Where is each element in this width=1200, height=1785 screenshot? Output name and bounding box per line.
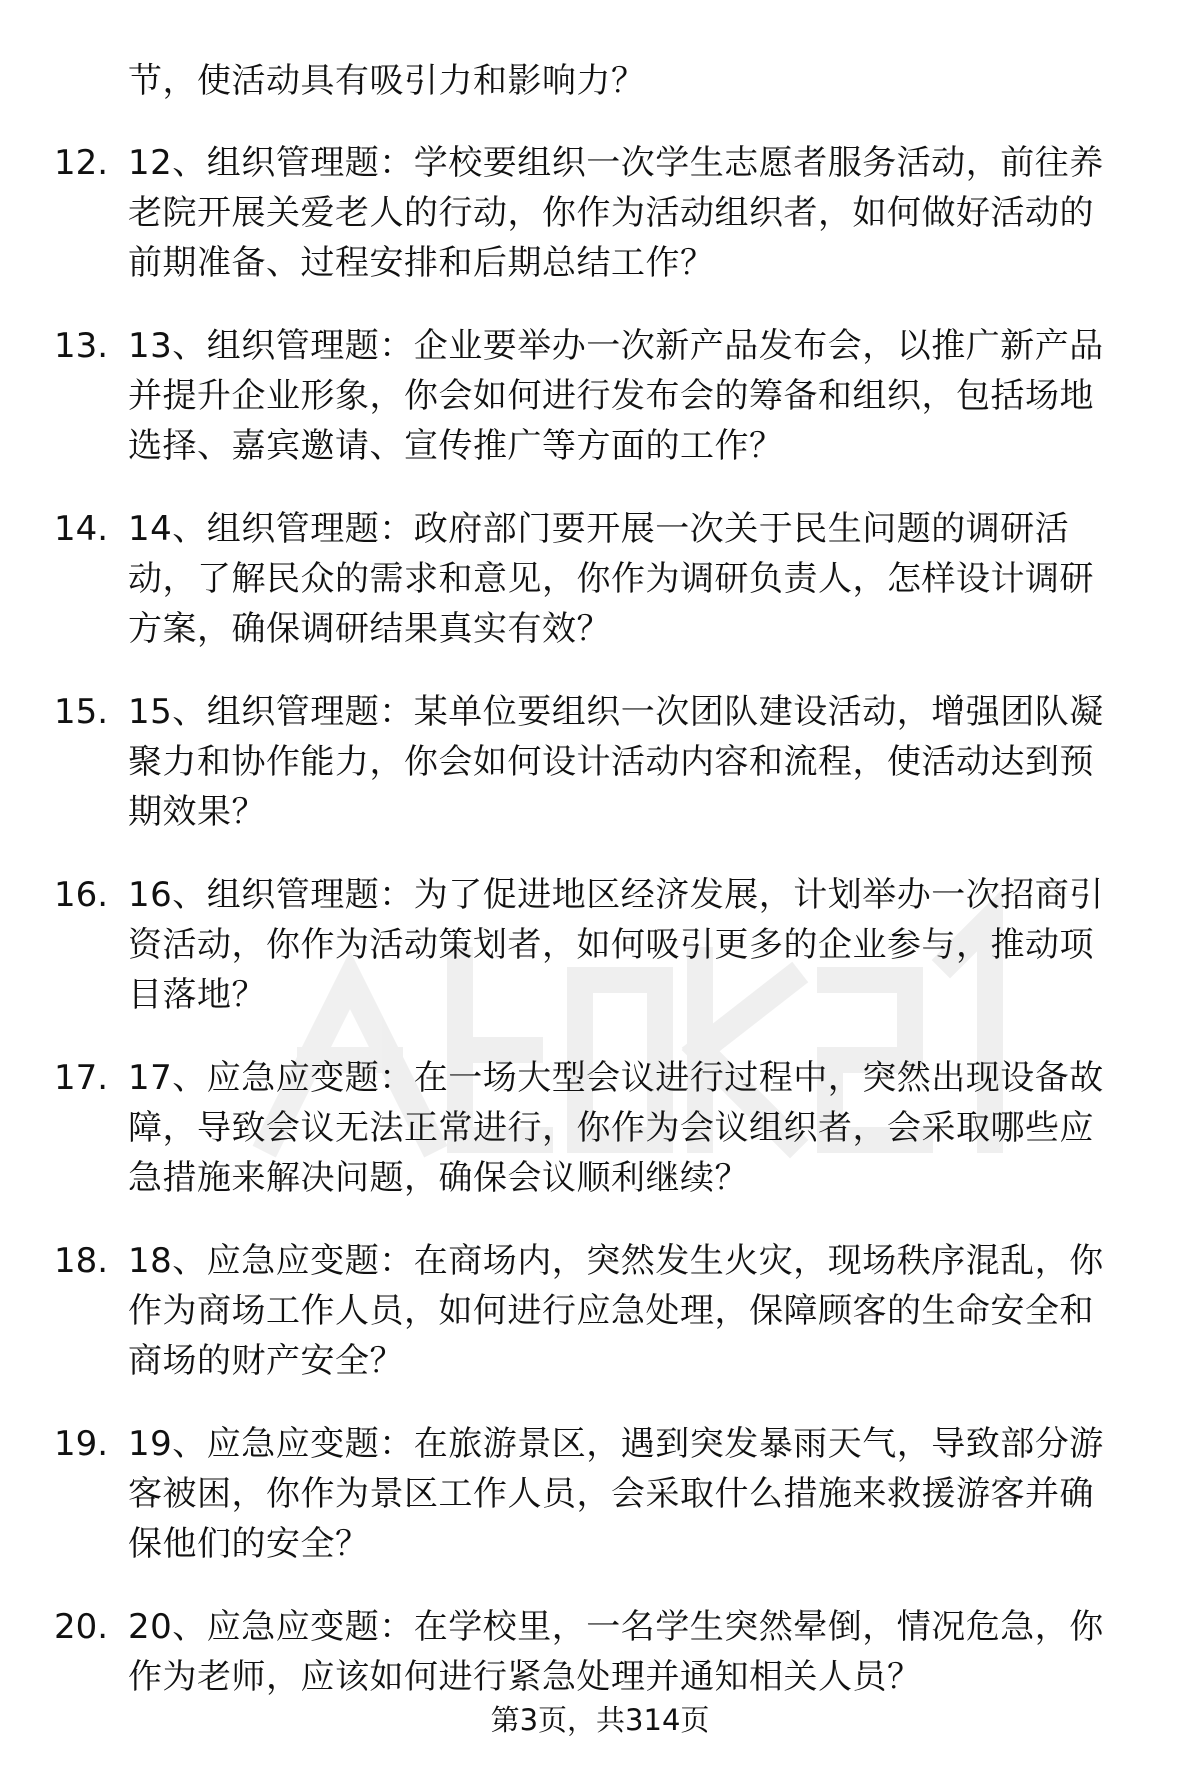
- item-text: [128, 1419, 1148, 1569]
- item-number: 16.: [54, 875, 109, 915]
- list-item: [0, 504, 1200, 654]
- item-number: 13.: [54, 326, 109, 366]
- text-line: 12、组织管理题：学校要组织一次学生志愿者服务活动，前往养: [128, 143, 1104, 183]
- item-text: [128, 1053, 1148, 1203]
- list-item: [0, 687, 1200, 837]
- text-line: 作为老师，应该如何进行紧急处理并通知相关人员？: [128, 1657, 922, 1697]
- item-text: [128, 504, 1148, 654]
- list-item: [0, 321, 1200, 471]
- item-number: 19.: [54, 1424, 109, 1464]
- list-item: [0, 1053, 1200, 1203]
- text-line: 17、应急应变题：在一场大型会议进行过程中，突然出现设备故: [128, 1058, 1104, 1098]
- text-line: 14、组织管理题：政府部门要开展一次关于民生问题的调研活: [128, 509, 1070, 549]
- text-line: 19、应急应变题：在旅游景区，遇到突发暴雨天气，导致部分游: [128, 1424, 1104, 1464]
- text-line: 障，导致会议无法正常进行，你作为会议组织者，会采取哪些应: [128, 1108, 1094, 1148]
- text-line: 期效果？: [128, 792, 266, 832]
- item-number: 18.: [54, 1241, 109, 1281]
- text-line: 16、组织管理题：为了促进地区经济发展，计划举办一次招商引: [128, 875, 1104, 915]
- text-line: 客被困，你作为景区工作人员，会采取什么措施来救援游客并确: [128, 1474, 1094, 1514]
- text-line: 急措施来解决问题，确保会议顺利继续？: [128, 1158, 749, 1198]
- text-line: 老院开展关爱老人的行动，你作为活动组织者，如何做好活动的: [128, 193, 1094, 233]
- item-number: 17.: [54, 1058, 109, 1098]
- continuation-text: 节，使活动具有吸引力和影响力？: [128, 61, 646, 101]
- text-line: 13、组织管理题：企业要举办一次新产品发布会，以推广新产品: [128, 326, 1104, 366]
- item-text: [128, 1602, 1148, 1702]
- item-text: [128, 687, 1148, 837]
- item-number: 20.: [54, 1607, 109, 1647]
- text-line: 方案，确保调研结果真实有效？: [128, 609, 611, 649]
- text-line: 保他们的安全？: [128, 1524, 370, 1564]
- text-line: 20、应急应变题：在学校里，一名学生突然晕倒，情况危急，你: [128, 1607, 1104, 1647]
- item-text: [128, 1236, 1148, 1386]
- text-line: 商场的财产安全？: [128, 1341, 404, 1381]
- text-line: 目落地？: [128, 975, 266, 1015]
- text-line: 作为商场工作人员，如何进行应急处理，保障顾客的生命安全和: [128, 1291, 1094, 1331]
- list-item: [0, 870, 1200, 1020]
- item-text: [128, 321, 1148, 471]
- text-line: 前期准备、过程安排和后期总结工作？: [128, 243, 715, 283]
- item-number: 12.: [54, 143, 109, 183]
- text-line: 并提升企业形象，你会如何进行发布会的筹备和组织，包括场地: [128, 376, 1094, 416]
- list-item: [0, 1419, 1200, 1569]
- question-list: [0, 138, 1200, 1785]
- text-line: 18、应急应变题：在商场内，突然发生火灾，现场秩序混乱，你: [128, 1241, 1104, 1281]
- list-item: [0, 1236, 1200, 1386]
- text-line: 聚力和协作能力，你会如何设计活动内容和流程，使活动达到预: [128, 742, 1094, 782]
- item-text: [128, 138, 1148, 288]
- item-number: 15.: [54, 692, 109, 732]
- text-line: 15、组织管理题：某单位要组织一次团队建设活动，增强团队凝: [128, 692, 1104, 732]
- item-text: [128, 870, 1148, 1020]
- list-item: [0, 138, 1200, 288]
- text-line: 资活动，你作为活动策划者，如何吸引更多的企业参与，推动项: [128, 925, 1094, 965]
- text-line: 选择、嘉宾邀请、宣传推广等方面的工作？: [128, 426, 784, 466]
- item-number: 14.: [54, 509, 109, 549]
- page-footer: 第3页，共314页: [490, 1703, 710, 1737]
- text-line: 动，了解民众的需求和意见，你作为调研负责人，怎样设计调研: [128, 559, 1094, 599]
